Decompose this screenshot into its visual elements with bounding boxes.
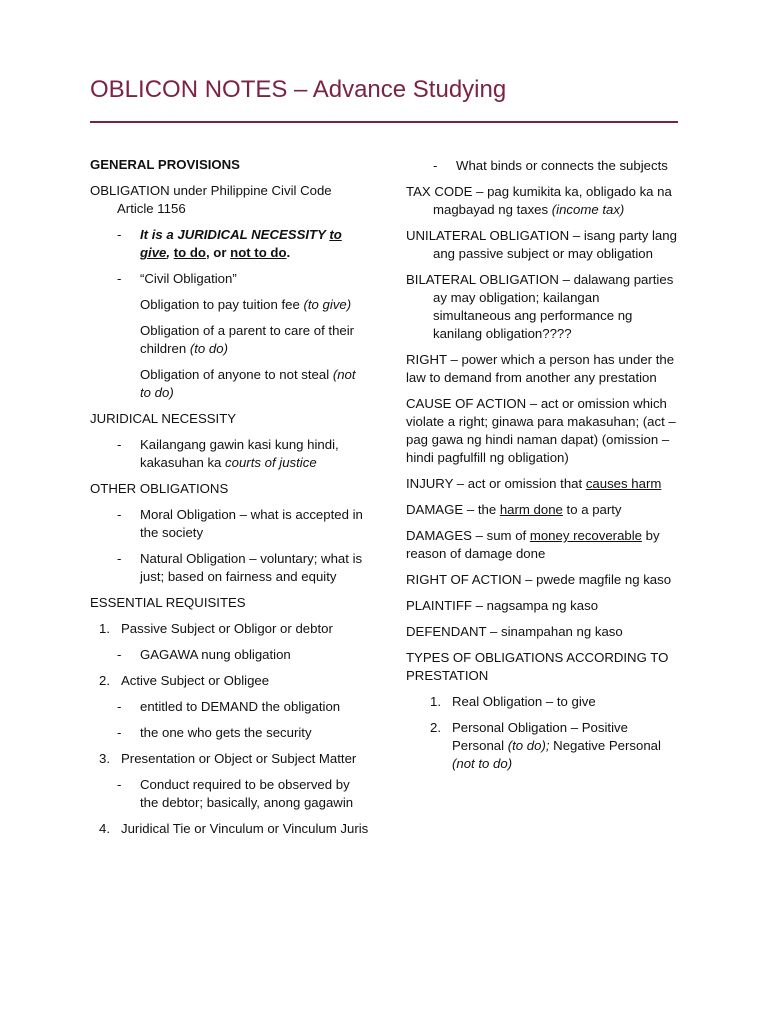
requisite-text: Passive Subject or Obligor or debtor <box>121 621 333 636</box>
requisite-text: Presentation or Object or Subject Matter <box>121 751 357 766</box>
bullet-text: Kailangang gawin kasi kung hindi, kakasuhan ka <box>140 437 339 470</box>
bullet-text: entitled to DEMAND the obligation <box>140 699 341 714</box>
juridical-necessity-bullet <box>90 226 370 262</box>
underlined-term: causes harm <box>585 476 662 491</box>
separator: , <box>166 245 174 260</box>
bullet-text: Conduct required to be observed by the debtor; basically, anong gagawin <box>140 777 354 810</box>
bullet-dash: - <box>117 507 122 522</box>
page-title: OBLICON NOTES – Advance Studying <box>90 76 507 103</box>
defendant-definition: DEFENDANT – sinampahan ng kaso <box>406 624 623 639</box>
right-column <box>406 157 680 781</box>
bullet-dash: - <box>117 437 122 452</box>
bullet-dash: - <box>117 777 122 792</box>
requisite-sub-bullet <box>90 776 370 812</box>
underlined-term: money recoverable <box>529 528 643 543</box>
requisite-text: Active Subject or Obligee <box>121 673 270 688</box>
requisite-item <box>90 620 370 638</box>
definition-text: DAMAGES – sum of <box>406 528 530 543</box>
tax-code-definition <box>406 183 680 219</box>
type-note: (not to do) <box>452 756 513 771</box>
type-item <box>406 719 680 773</box>
example-item <box>90 322 370 358</box>
bullet-text: Moral Obligation – what is accepted in the society <box>140 507 363 540</box>
right-of-action-definition: RIGHT OF ACTION – pwede magfile ng kaso <box>406 572 672 587</box>
type-text: Negative Personal <box>549 738 661 753</box>
definition-text: to a party <box>562 502 622 517</box>
type-text: Real Obligation – to give <box>452 694 596 709</box>
damages-definition <box>406 527 680 563</box>
bullet-dash: - <box>117 227 122 242</box>
definition-text: TAX CODE – pag kumikita ka, obligado ka na magbayad ng taxes <box>406 184 672 217</box>
title-divider <box>90 121 678 123</box>
bullet-text: What binds or connects the subjects <box>456 158 668 173</box>
period: . <box>286 245 291 260</box>
section-heading-general: GENERAL PROVISIONS <box>90 157 240 172</box>
type-text: Personal Obligation – Positive Personal <box>452 720 628 753</box>
example-item <box>90 366 370 402</box>
example-text: Obligation to pay tuition fee <box>140 297 304 312</box>
section-heading-requisites: ESSENTIAL REQUISITES <box>90 595 246 610</box>
list-number: 4. <box>99 821 110 836</box>
definition-text: DAMAGE – the <box>406 502 500 517</box>
type-item <box>406 693 680 711</box>
requisite-text: Juridical Tie or Vinculum or Vinculum Juris <box>121 821 369 836</box>
cause-of-action-definition: CAUSE OF ACTION – act or omission which violate a right; ginawa para makasuhan; (act – pag gawa ng hindi naman dapat) (omission – hindi pagfulfill ng obligation) <box>406 396 676 465</box>
bullet-text: It is a JURIDICAL NECESSITY <box>140 227 330 242</box>
requisite-item <box>90 820 370 838</box>
example-note: (to do) <box>189 341 228 356</box>
section-heading-juridical: JURIDICAL NECESSITY <box>90 411 237 426</box>
list-number: 3. <box>99 751 110 766</box>
left-column <box>90 156 370 846</box>
to-do-term: to do <box>173 245 206 260</box>
juridical-bullet <box>90 436 370 472</box>
plaintiff-definition: PLAINTIFF – nagsampa ng kaso <box>406 598 599 613</box>
definition-note: (income tax) <box>551 202 625 217</box>
bullet-text: the one who gets the security <box>140 725 312 740</box>
bullet-dash: - <box>117 551 122 566</box>
moral-obligation-bullet <box>90 506 370 542</box>
injury-definition <box>406 475 680 493</box>
civil-obligation-bullet <box>90 270 370 288</box>
bullet-dash: - <box>433 158 438 173</box>
obligation-definition: OBLIGATION under Philippine Civil Code Article 1156 <box>90 183 332 216</box>
bilateral-definition: BILATERAL OBLIGATION – dalawang parties ay may obligation; kailangan simultaneous ang performance ng kanilang obligation???? <box>406 272 674 341</box>
unilateral-definition: UNILATERAL OBLIGATION – isang party lang ang passive subject or may obligation <box>406 228 677 261</box>
civil-obligation-text: “Civil Obligation” <box>140 271 237 286</box>
right-definition: RIGHT – power which a person has under the law to demand from another any prestation <box>406 352 675 385</box>
bullet-text: GAGAWA nung obligation <box>140 647 291 662</box>
definition-text: by reason of damage done <box>406 528 660 561</box>
separator: , or <box>205 245 231 260</box>
bullet-dash: - <box>117 647 122 662</box>
list-number: 1. <box>430 694 441 709</box>
requisite-sub-bullet <box>90 646 370 664</box>
section-heading-other: OTHER OBLIGATIONS <box>90 481 229 496</box>
not-to-do-term: not to do <box>230 245 287 260</box>
example-text: Obligation of a parent to care of their children <box>140 323 355 356</box>
vinculum-sub-bullet <box>406 157 680 175</box>
requisite-sub-bullet <box>90 698 370 716</box>
requisite-sub-bullet <box>90 724 370 742</box>
requisite-item <box>90 672 370 690</box>
example-note: (not to do) <box>140 367 356 400</box>
definition-text: INJURY – act or omission that <box>406 476 586 491</box>
bullet-dash: - <box>117 699 122 714</box>
bullet-dash: - <box>117 271 122 286</box>
damage-definition <box>406 501 680 519</box>
bullet-note: courts of justice <box>225 455 317 470</box>
bullet-text: Natural Obligation – voluntary; what is just; based on fairness and equity <box>140 551 363 584</box>
types-heading: TYPES OF OBLIGATIONS ACCORDING TO PRESTATION <box>406 650 669 683</box>
list-number: 2. <box>430 720 441 735</box>
to-give-term: to give <box>140 227 342 260</box>
bullet-dash: - <box>117 725 122 740</box>
list-number: 1. <box>99 621 110 636</box>
example-note: (to give) <box>303 297 352 312</box>
example-text: Obligation of anyone to not steal <box>140 367 333 382</box>
type-note: (to do); <box>507 738 550 753</box>
list-number: 2. <box>99 673 110 688</box>
example-item <box>90 296 370 314</box>
natural-obligation-bullet <box>90 550 370 586</box>
requisite-item <box>90 750 370 768</box>
underlined-term: harm done <box>499 502 563 517</box>
